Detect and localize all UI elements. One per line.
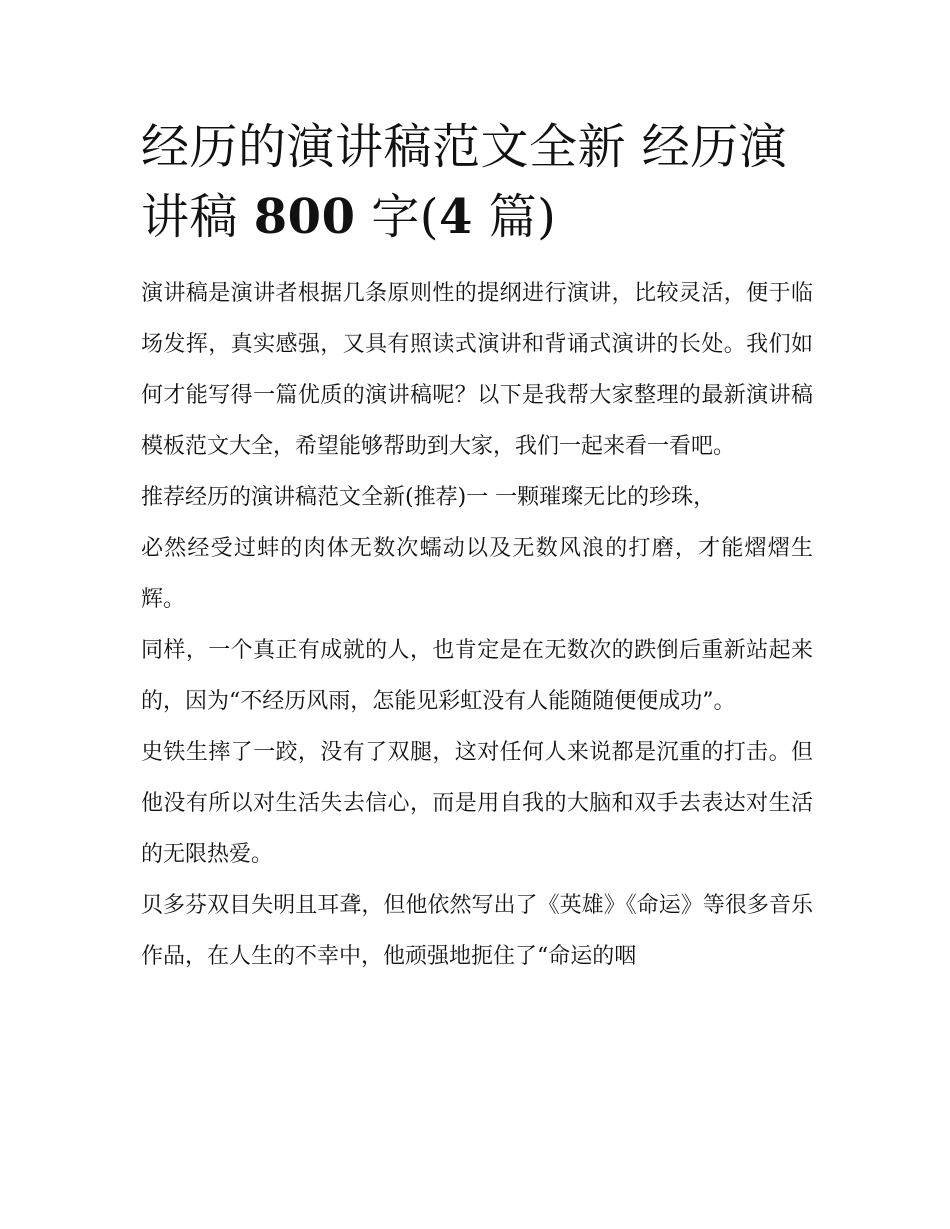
title-text-1: 经历的演讲稿范文全新 经历演讲稿 <box>141 119 788 245</box>
paragraph-pearl: 必然经受过蚌的肉体无数次蠕动以及无数风浪的打磨，才能熠熠生辉。 <box>141 536 813 612</box>
paragraph-success: 同样，一个真正有成就的人，也肯定是在无数次的跌倒后重新站起来的，因为“不经历风雨，怎能见彩虹没有人能随随便便成功”。 <box>141 638 813 714</box>
paragraph-shi-tiesheng: 史铁生摔了一跤，没有了双腿，这对任何人来说都是沉重的打击。但他没有所以对生活失去信心，而是用自我的大脑和双手去表达对生活的无限热爱。 <box>141 740 813 867</box>
title-number: 800 <box>253 189 356 245</box>
paragraph-section-heading: 推荐经历的演讲稿范文全新(推荐)一 一颗璀璨无比的珍珠， <box>141 485 716 510</box>
title-text-2: 字( <box>355 189 439 245</box>
document-body <box>141 268 813 982</box>
paragraph-intro: 演讲稿是演讲者根据几条原则性的提纲进行演讲，比较灵活，便于临场发挥，真实感强，又具有照读式演讲和背诵式演讲的长处。我们如何才能写得一篇优质的演讲稿呢？以下是我帮大家整理的最新演讲稿模板范文大全，希望能够帮助到大家，我们一起来看一看吧。 <box>141 281 813 459</box>
title-text-3: 篇) <box>472 189 557 245</box>
document-title <box>141 112 813 252</box>
document-page <box>141 112 813 982</box>
paragraph-beethoven: 贝多芬双目失明且耳聋，但他依然写出了《英雄》《命运》等很多音乐作品，在人生的不幸中，他顽强地扼住了“命运的咽 <box>141 893 813 969</box>
title-count: 4 <box>438 189 473 245</box>
